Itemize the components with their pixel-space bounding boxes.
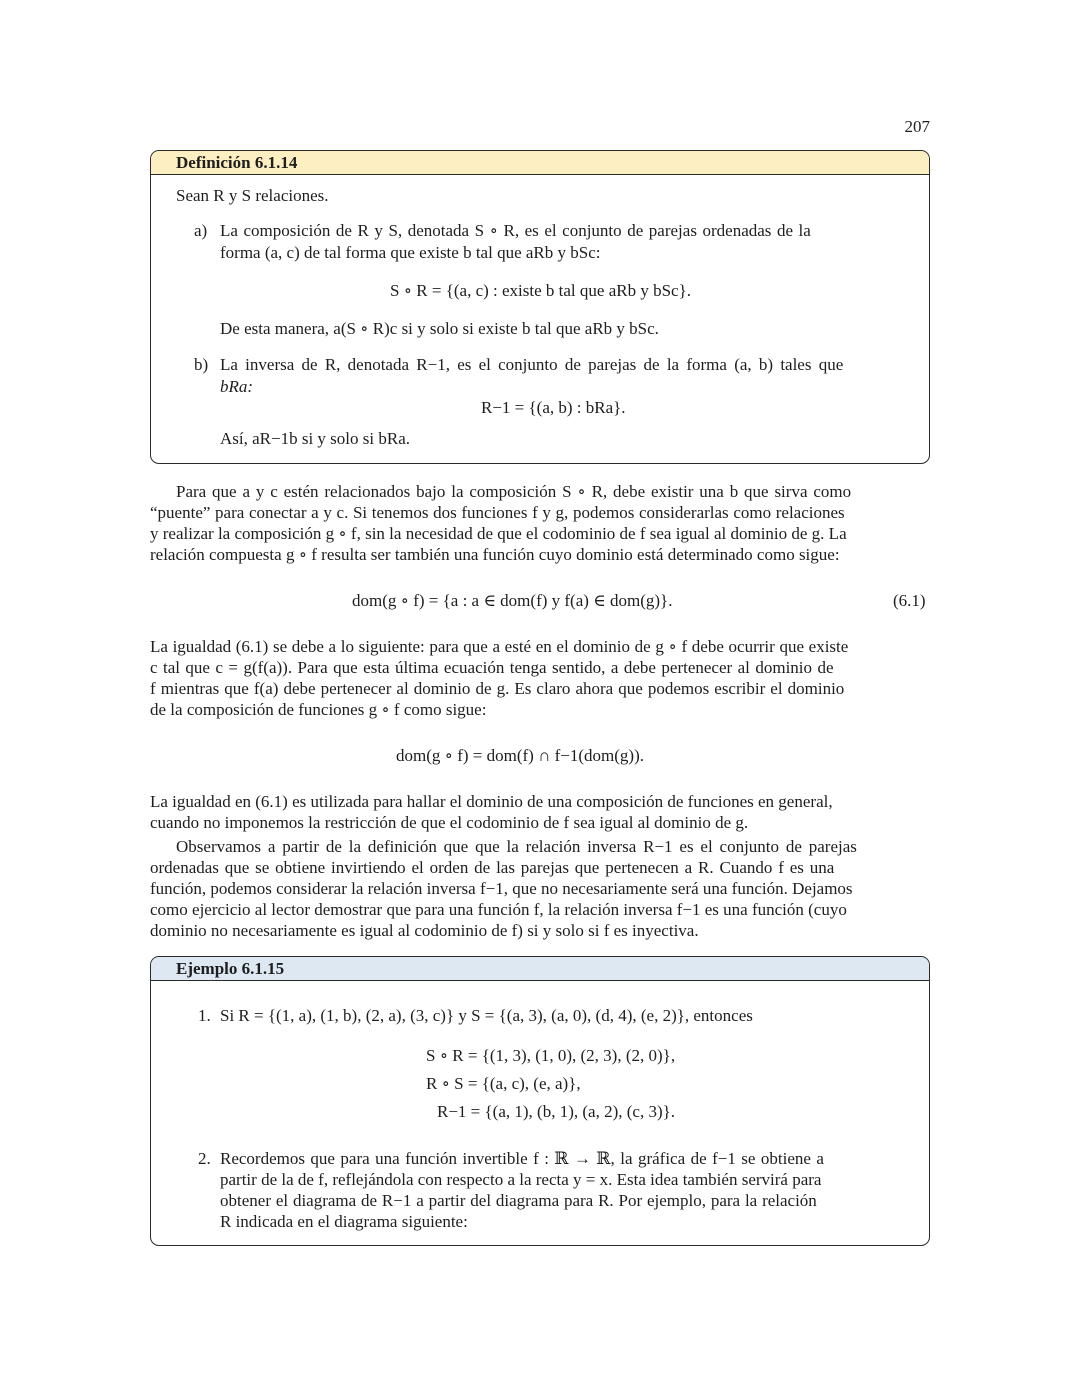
example-equation: S ∘ R = {(1, 3), (1, 0), (2, 3), (2, 0)}, (426, 1046, 676, 1065)
definition-title: Definición 6.1.14 (151, 151, 929, 175)
item-a-equation: S ∘ R = {(a, c) : existe b tal que aRb y bSc}. (390, 281, 691, 300)
definition-intro: Sean R y S relaciones. (176, 186, 329, 205)
paragraph2-line: c tal que c = g(f(a)). Para que esta última ecuación tenga sentido, a debe pertenecer al dominio de (150, 658, 834, 677)
paragraph2-line: de la composición de funciones g ∘ f como sigue: (150, 700, 487, 719)
paragraph2-line: La igualdad (6.1) se debe a lo siguiente: para que a esté en el dominio de g ∘ f debe ocurrir que existe (150, 637, 849, 656)
item-b-equation: R−1 = {(a, b) : bRa}. (481, 398, 626, 417)
item-a-line2: forma (a, c) de tal forma que existe b tal que aRb y bSc: (220, 243, 601, 262)
paragraph2-line: f mientras que f(a) debe pertenecer al dominio de g. Es claro ahora que podemos escribir el dominio (150, 679, 845, 698)
example-equation: R−1 = {(a, 1), (b, 1), (a, 2), (c, 3)}. (437, 1102, 676, 1121)
example-item1-text: Si R = {(1, a), (1, b), (2, a), (3, c)} y S = {(a, 3), (a, 0), (d, 4), (e, 2)}, entonces (220, 1006, 753, 1025)
equation-6-1-tag: (6.1) (893, 591, 926, 610)
equation-6-1: dom(g ∘ f) = {a : a ∈ dom(f) y f(a) ∈ dom(g)}. (352, 591, 673, 610)
item-b-line2: bRa: (220, 377, 254, 396)
paragraph1-line: “puente” para conectar a y c. Si tenemos dos funciones f y g, podemos considerarlas como relaciones (150, 503, 845, 522)
example-item2-line: obtener el diagrama de R−1 a partir del diagrama para R. Por ejemplo, para la relación (220, 1191, 817, 1210)
item-a-line1: La composición de R y S, denotada S ∘ R, es el conjunto de parejas ordenadas de la (220, 221, 811, 240)
example-item1-marker: 1. (198, 1006, 211, 1025)
paragraph1-line: y realizar la composición g ∘ f, sin la necesidad de que el codominio de f sea igual al dominio de g. La (150, 524, 847, 543)
equation-dom: dom(g ∘ f) = dom(f) ∩ f−1(dom(g)). (396, 746, 644, 765)
paragraph4-line: función, podemos considerar la relación inversa f−1, que no necesariamente será una función. Dejamos (150, 879, 853, 898)
example-item2-line: Recordemos que para una función invertible f : ℝ → ℝ, la gráfica de f−1 se obtiene a (220, 1149, 824, 1168)
example-item2-marker: 2. (198, 1149, 211, 1168)
item-b-line1: La inversa de R, denotada R−1, es el conjunto de parejas de la forma (a, b) tales que (220, 355, 844, 374)
paragraph4-line: dominio no necesariamente es igual al codominio de f) si y solo si f es inyectiva. (150, 921, 699, 940)
paragraph4-line: ordenadas que se obtiene invirtiendo el orden de las parejas que pertenecen a R. Cuando f es una (150, 858, 835, 877)
paragraph3-line: La igualdad en (6.1) es utilizada para hallar el dominio de una composición de funciones en general, (150, 792, 833, 811)
example-title: Ejemplo 6.1.15 (151, 957, 929, 981)
example-item2-line: R indicada en el diagrama siguiente: (220, 1212, 468, 1231)
example-item2-line: partir de la de f, reflejándola con respecto a la recta y = x. Esta idea también servirá para (220, 1170, 822, 1189)
item-a-after: De esta manera, a(S ∘ R)c si y solo si existe b tal que aRb y bSc. (220, 319, 659, 338)
item-a-marker: a) (194, 221, 208, 240)
paragraph4-line: Observamos a partir de la definición que que la relación inversa R−1 es el conjunto de parejas (176, 837, 857, 856)
paragraph4-line: como ejercicio al lector demostrar que para una función f, la relación inversa f−1 es una función (cuyo (150, 900, 847, 919)
paragraph1-line: relación compuesta g ∘ f resulta ser también una función cuyo dominio está determinado como sigue: (150, 545, 840, 564)
item-b-after: Así, aR−1b si y solo si bRa. (220, 429, 410, 448)
paragraph1-line: Para que a y c estén relacionados bajo la composición S ∘ R, debe existir una b que sirva como (176, 482, 852, 501)
page-number: 207 (904, 117, 930, 136)
example-equation: R ∘ S = {(a, c), (e, a)}, (426, 1074, 581, 1093)
item-b-marker: b) (194, 355, 209, 374)
paragraph3-line: cuando no imponemos la restricción de que el codominio de f sea igual al dominio de g. (150, 813, 749, 832)
